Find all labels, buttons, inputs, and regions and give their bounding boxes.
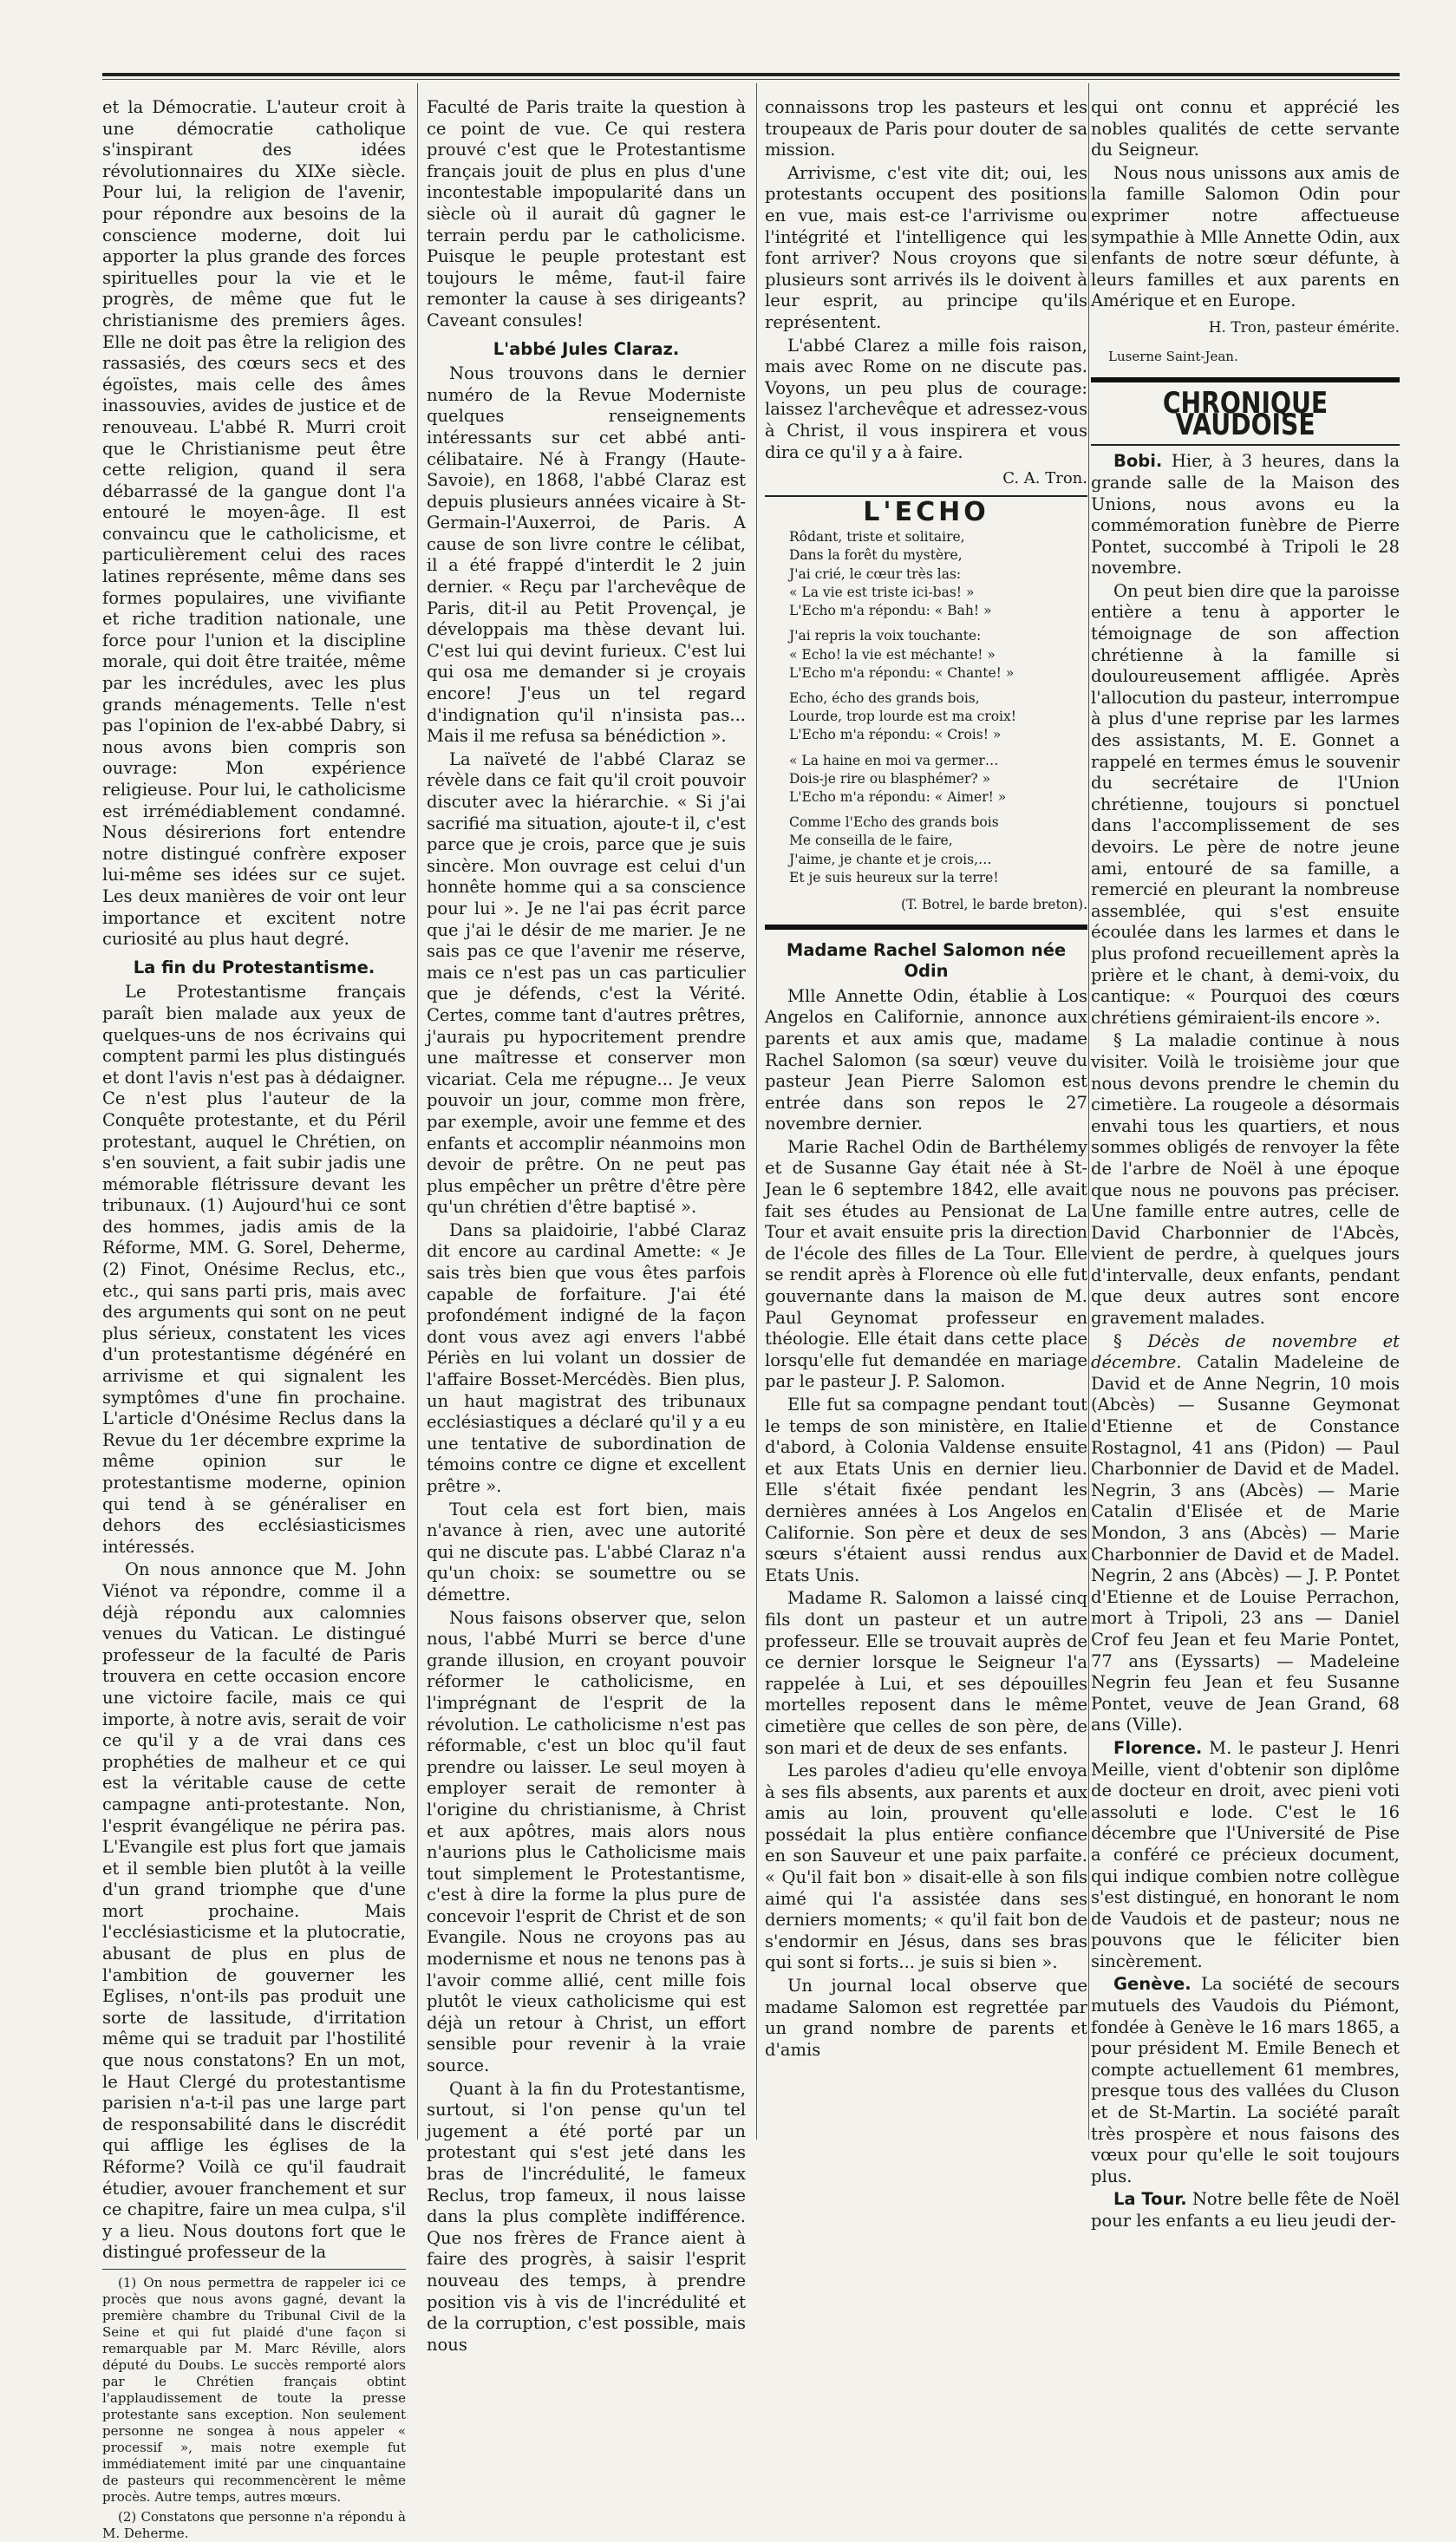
section-heading-rachel-salomon: Madame Rachel Salomon née Odin	[786, 939, 1067, 982]
paragraph: et la Démocratie. L'auteur croit à une démocratie catholique s'inspirant des idées révolutionnaires du XIXe siècle. Pour lui, la religion de l'avenir, pour répondre aux besoins de la conscience moderne, doit lui apporter la plus grande des forces spirituelles pour la vie et le progrès, de même que fut le christianisme des premiers âges. Elle ne doit pas être la religion des rassasiés, des cœurs secs et des égoïstes, mais celle des âmes inassouvies, avides de justice et de renouveau. L'abbé R. Murri croit que le Christianisme peut être cette religion, quand il sera débarrassé de la gangue dont l'a entouré le moyen-âge. Il est convaincu que le catholicisme, et particulièrement celui des races latines représente, même dans ses formes populaires, une vivifiante et riche tradition nationale, une force pour l'union et la discipline morale, qui doit être traitée, même par les incrédules, avec les plus grands ménagements. Telle n'est pas l'opinion de l'ex-abbé Dabry, si nous avons bien compris son ouvrage: Mon expérience religieuse. Pour lui, le catholicisme est irrémédiablement condamné. Nous désirerions fort entendre notre distingué confrère exposer lui-même ses idées sur ce sujet. Les deux manières de voir ont leur importance et excitent notre curiosité au plus haut degré.	[102, 97, 406, 950]
paragraph: Arrivisme, c'est vite dit; oui, les protestants occupent des positions en vue, mais est-ce l'arrivisme ou l'intégrité et l'intelligence qui les font arriver? Nous croyons que si plusieurs sont arrivés ils le doivent à leur esprit, au principe qu'ils représentent.	[765, 162, 1087, 332]
place-label: Genève.	[1113, 1974, 1192, 1995]
paragraph: Mlle Annette Odin, établie à Los Angelos en Californie, annonce aux parents et aux amis que, madame Rachel Salomon (sa sœur) veuve du pasteur Jean Pierre Salomon est entrée dans son repos le 27 novembre dernier.	[765, 985, 1087, 1134]
paragraph-florence	[1091, 1738, 1400, 1973]
poem-signature: (T. Botrel, le barde breton).	[901, 896, 1087, 912]
paragraph: Nous faisons observer que, selon nous, l'abbé Murri se berce d'une grande illusion, en croyant pouvoir réformer le catholicisme, en l'imprégnant de l'esprit de la révolution. Le catholicisme n'est pas réformable, c'est un bloc qu'il faut prendre ou laisser. Le seul moyen à employer serait de remonter à l'origine du christianisme, à Christ et aux apôtres, mais alors nous n'aurions plus le Catholicisme mais tout simplement le Protestantisme, c'est à dire la forme la plus pure de concevoir l'esprit de Christ et de son Evangile. Nous ne croyons pas au modernisme et nous ne tenons pas à l'avoir comme allié, cent mille fois plutôt le vieux catholicisme qui est déjà un retour à Christ, un effort sensible pour revenir à la vraie source.	[427, 1607, 746, 2076]
paragraph: qui ont connu et apprécié les nobles qualités de cette servante du Seigneur.	[1091, 97, 1400, 160]
paragraph: Marie Rachel Odin de Barthélemy et de Susanne Gay était née à St-Jean le 6 septembre 1842, elle avait fait ses études au Pensionat de La Tour et avait ensuite pris la direction de l'école des filles de La Tour. Elle se rendit après à Florence où elle fut gouvernante dans la maison de M. Paul Geynomat professeur en théologie. Elle était dans cette place lorsqu'elle fut demandée en mariage par le pasteur J. P. Salomon.	[765, 1136, 1087, 1392]
poem-line: Dois-je rire ou blasphémer? »	[789, 770, 991, 787]
paragraph-text: Hier, à 3 heures, dans la grande salle de la Maison des Unions, nous avons eu la commémoration funèbre de Pierre Pontet, succombé à Tripoli le 28 novembre.	[1091, 451, 1400, 578]
poem-line: J'ai crié, le cœur très las:	[789, 565, 962, 582]
signature: H. Tron, pasteur émérite.	[1208, 318, 1400, 337]
poem-line: L'Echo m'a répondu: « Aimer! »	[789, 788, 1007, 805]
paragraph: § La maladie continue à nous visiter. Voilà le troisième jour que nous devons prendre le chemin du cimetière. La rougeole a désormais envahi tous les quartiers, et nous sommes obligés de renvoyer la fête de l'arbre de Noël à une époque que nous ne pouvons pas préciser. Une famille entre autres, celle de David Charbonnier de l'Abcès, vient de perdre, à quelques jours d'intervalle, deux enfants, pendant que deux autres sont encore gravement malades.	[1091, 1030, 1400, 1329]
paragraph: L'abbé Clarez a mille fois raison, mais avec Rome on ne discute pas. Voyons, un peu plus de courage: laissez l'archevêque et adressez-vous à Christ, il vous inspirera et vous dira ce qu'il y a à faire.	[765, 335, 1087, 462]
signature: C. A. Tron.	[1002, 469, 1087, 488]
poem-line: J'ai repris la voix touchante:	[789, 628, 982, 644]
poem-line: L'Echo m'a répondu: « Crois! »	[789, 727, 1002, 743]
poem-line: « Echo! la vie est méchante! »	[789, 646, 996, 663]
paragraph-text: Notre belle fête de Noël pour les enfants a eu lieu jeudi der-	[1091, 2189, 1400, 2231]
paragraph: On nous annonce que M. John Viénot va répondre, comme il a déjà répondu aux calomnies venues du Vatican. Le distingué professeur de la faculté de Paris trouvera en cette occasion encore une victoire facile, mais ce qui importe, à notre avis, serait de voir ce qu'il y a de vrai dans ces prophéties de malheur et ce qui est la véritable cause de cette campagne anti-protestante. Non, l'esprit évangélique ne périra pas. L'Evangile est plus fort que jamais et il semble bien plutôt à la veille d'un grand triomphe que d'une mort prochaine. Mais l'ecclésiasticisme et la plutocratie, abusant de plus en plus de l'ambition de gouverner les Eglises, n'ont-ils pas produit une sorte de lassitude, d'irritation même qui se traduit par l'hostilité que nous constatons? En un mot, le Haut Clergé du protestantisme parisien n'a-t-il pas une large part de responsabilité dans le discrédit qui afflige les églises de la Réforme? Voilà ce qu'il faudrait étudier, avouer franchement et sur ce chapitre, faire un mea culpa, s'il y a lieu. Nous doutons fort que le distingué professeur de la	[102, 1559, 406, 2263]
paragraph: Madame R. Salomon a laissé cinq fils dont un pasteur et un autre professeur. Elle se trouvait auprès de ce dernier lorsque le Seigneur l'a rappelée à Lui, et ses dépouilles mortelles reposent dans le même cimetière que celles de son père, de son mari et de deux de ses enfants.	[765, 1588, 1087, 1758]
poem-line: Echo, écho des grands bois,	[789, 689, 980, 706]
header-rule	[102, 73, 1400, 76]
footnote-1: (1) On nous permettra de rappeler ici ce procès que nous avons gagné, devant la première chambre du Tribunal Civil de la Seine et qui fut plaidé d'une façon si remarquable par M. Marc Réville, alors député du Doubs. Le succès remporté alors par le Chrétien français obtint l'applaudissement de toute la presse protestante sans exception. Non seulement personne ne songea à nous appeler « processif », mais notre exemple fut immédiatement imité par une cinquantaine de pasteurs qui recommencèrent le même procès. Autre temps, autres mœurs.	[102, 2274, 406, 2505]
poem-line: Dans la forêt du mystère,	[789, 547, 963, 564]
paragraph: Tout cela est fort bien, mais n'avance à rien, avec une autorité qui ne discute pas. L'abbé Claraz n'a qu'un choix: se soumettre ou se démettre.	[427, 1499, 746, 1604]
footnotes	[102, 2269, 406, 2542]
place-label: La Tour.	[1113, 2189, 1187, 2210]
poem-stanza	[789, 627, 1087, 683]
paragraph-geneve	[1091, 1974, 1400, 2187]
paragraph: Dans sa plaidoirie, l'abbé Claraz dit encore au cardinal Amette: « Je sais très bien que vous êtes parfois capable de forfaiture. J'ai été profondément indigné de la façon dont vous avez agi envers l'abbé Périès en lui volant un dossier de l'affaire Bosset-Mercédès. Bien plus, un haut magistrat des tribunaux ecclésiastiques a déclaré qu'il y a eu une tentative de subordination de témoins contre ce digne et excellent prêtre ».	[427, 1219, 746, 1496]
paragraph-bobi	[1091, 451, 1400, 579]
poem-line: Me conseilla de le faire,	[789, 833, 953, 849]
section-heading-fin-protestantisme: La fin du Protestantisme.	[133, 957, 375, 977]
section-heading-abbe-claraz: L'abbé Jules Claraz.	[493, 338, 680, 359]
paragraph-text: La maladie continue à nous visiter. Voilà le troisième jour que nous devons prendre le chemin du cimetière. La rougeole a désormais envahi tous les quartiers, et nous sommes obligés de renvoyer la fête de l'arbre de Noël à une époque que nous ne pouvons pas préciser. Une famille entre autres, celle de David Charbonnier de l'Abcès, vient de perdre, à quelques jours d'intervalle, deux enfants, pendant que deux autres sont encore gravement malades.	[1091, 1030, 1400, 1329]
section-title-chronique: CHRONIQUE VAUDOISE	[1162, 386, 1329, 442]
poem	[789, 528, 1087, 887]
divider	[1091, 444, 1400, 446]
poem-line: « La vie est triste ici-bas! »	[789, 584, 975, 600]
footnote-2: (2) Constatons que personne n'a répondu à M. Deherme.	[102, 2508, 406, 2541]
poem-line: Rôdant, triste et solitaire,	[789, 529, 965, 546]
poem-line: Lourde, trop lourde est ma croix!	[789, 709, 1016, 725]
paragraph-text: La société de secours mutuels des Vaudois du Piémont, fondée à Genève le 16 mars 1865, a pour président M. Emile Benech et compte actuellement 61 membres, presque tous des vallées du Cluson et de St-Martin. La société paraît très prospère et nous faisons des vœux pour qu'elle le soit toujours plus.	[1091, 1974, 1400, 2186]
poem-line: « La haine en moi va germer…	[789, 752, 999, 768]
paragraph-la-tour	[1091, 2189, 1400, 2232]
column-3	[765, 97, 1087, 2131]
column-4	[1091, 97, 1401, 2231]
column-2	[427, 97, 746, 2355]
poem-stanza	[789, 752, 1087, 807]
place-label: Florence.	[1113, 1737, 1203, 1758]
divider-thick	[1091, 377, 1400, 382]
column-divider	[417, 83, 418, 2140]
poem-line: J'aime, je chante et je crois,…	[789, 851, 992, 867]
paragraph: Un journal local observe que madame Salomon est regrettée par un grand nombre de parents et d'amis	[765, 1976, 1087, 2060]
paragraph: Quant à la fin du Protestantisme, surtout, si l'on pense qu'un tel jugement a été porté par un protestant qui s'est jeté dans les bras de l'incrédulité, le fameux Reclus, trop fameux, il nous laisse dans la plus complète indifférence. Que nos frères de France aient à faire des progrès, à saisir l'esprit nouveau des temps, à prendre position vis à vis de l'incrédulité et de la corruption, c'est possible, mais nous	[427, 2078, 746, 2355]
place-label: Bobi.	[1113, 451, 1163, 472]
paragraph-deces: § Décès de novembre et décembre. Catalin Madeleine de David et de Anne Negrin, 10 mois (Abcès) — Susanne Geymonat d'Etienne et de Constance Rostagnol, 41 ans (Pidon) — Paul Charbonnier de David et de Madel. Negrin, 3 ans (Abcès) — Marie Catalin d'Elisée et de Marie Mondon, 3 ans (Abcès) — Marie Charbonnier de David et de Madel. Negrin, 2 ans (Abcès) — J. P. Pontet d'Etienne et de Louise Perrachon, mort à Tripoli, 23 ans — Daniel Crof feu Jean et feu Marie Pontet, 77 ans (Eyssarts) — Madeleine Negrin feu Jean et feu Susanne Pontet, veuve de Jean Grand, 68 ans (Ville).	[1091, 1330, 1401, 1735]
paragraph-text: M. le pasteur J. Henri Meille, vient d'obtenir son diplôme de docteur en droit, avec pieni voti assoluti e lode. C'est le 16 décembre que l'Université de Pise a conféré ce précieux document, qui indique combien notre collègue s'est distingué, en honorant le nom de Vaudois et de pasteur; nous ne pouvons que le féliciter bien sincèrement.	[1091, 1737, 1400, 1971]
paragraph: Le Protestantisme français paraît bien malade aux yeux de quelques-uns de nos écrivains qui comptent parmi les plus distingués et dont l'avis n'est pas à dédaigner. Ce n'est plus l'auteur de la Conquête protestante, et du Péril protestant, auquel le Chrétien, on s'en souvient, a fait subir jadis une mémorable flétrissure devant les tribunaux. (1) Aujourd'hui ce sont des hommes, jadis amis de la Réforme, MM. G. Sorel, Deherme, (2) Finot, Onésime Reclus, etc., etc., qui sans parti pris, mais avec des arguments qui sont on ne peut plus sérieux, constatent les vices d'un protestantisme dégénéré en arrivisme et qui signalent les symptômes d'une fin prochaine. L'article d'Onésime Reclus dans la Revue du 1er décembre exprime la même opinion sur le protestantisme moderne, opinion qui tend à se généraliser en dehors des ecclésiasticismes intéressés.	[102, 982, 406, 1557]
header-rule-thin	[102, 79, 1400, 80]
paragraph: Nous trouvons dans le dernier numéro de la Revue Moderniste quelques renseignements intéressants sur cet abbé anti-célibataire. Né à Frangy (Haute-Savoie), en 1868, l'abbé Claraz est depuis plusieurs années vicaire à St-Germain-l'Auxerroi, de Paris. A cause de son livre contre le célibat, il a été frappé d'interdit le 2 juin dernier. « Reçu par l'archevêque de Paris, dit-il au Petit Provençal, je développais ma thèse devant lui. C'est lui qui devint furieux. C'est lui qui osa me demander si je croyais encore! J'eus un tel regard d'indignation qu'il n'insista pas... Mais il me refusa sa bénédiction ».	[427, 363, 746, 747]
poem-stanza	[789, 814, 1087, 887]
poem-title: L'ECHO	[863, 496, 989, 527]
paragraph: La naïveté de l'abbé Claraz se révèle dans ce fait qu'il croit pouvoir discuter avec la hiérarchie. « Si j'ai sacrifié ma situation, ajoute-t il, c'est parce que je crois, parce que je suis sincère. Mon ouvrage est celui d'un honnête homme qui a sa conscience pour lui ». Je ne l'ai pas écrit parce que j'ai le désir de me marier. Je ne sais pas ce que l'avenir me réserve, mais ce n'est pas un cas particulier que je défends, c'est la Vérité. Certes, comme tant d'autres prêtres, j'aurais pu hypocritement prendre une maîtresse et conserver mon vicariat. Cela me répugne... Je veux pouvoir un jour, comme mon frère, par exemple, avoir une femme et des enfants et accomplir néanmoins mon devoir de prêtre. On ne peut pas plus empêcher un prêtre d'être père qu'un chrétien d'être baptisé ».	[427, 748, 746, 1218]
paragraph: connaissons trop les pasteurs et les troupeaux de Paris pour douter de sa mission.	[765, 97, 1087, 160]
paragraph-text: Catalin Madeleine de David et de Anne Negrin, 10 mois (Abcès) — Susanne Geymonat d'Etienne et de Constance Rostagnol, 41 ans (Pidon) — Paul Charbonnier de David et de Madel. Negrin, 3 ans (Abcès) — Marie Catalin d'Elisée et de Marie Mondon, 3 ans (Abcès) — Marie Charbonnier de David et de Madel. Negrin, 2 ans (Abcès) — J. P. Pontet d'Etienne et de Louise Perrachon, mort à Tripoli, 23 ans — Daniel Crof feu Jean et feu Marie Pontet, 77 ans (Eyssarts) — Madeleine Negrin feu Jean et feu Susanne Pontet, veuve de Jean Grand, 68 ans (Ville).	[1091, 1352, 1400, 1735]
poem-stanza	[789, 528, 1087, 620]
column-divider	[1088, 83, 1089, 2140]
divider-thick	[765, 925, 1087, 930]
column-1	[102, 97, 406, 2541]
paragraph: Nous nous unissons aux amis de la famille Salomon Odin pour exprimer notre affectueuse sympathie à Mlle Annette Odin, aux enfants de notre sœur défunte, à leurs familles et aux parents en Amérique et en Europe.	[1091, 162, 1400, 311]
paragraph: Elle fut sa compagne pendant tout le temps de son ministère, en Italie d'abord, à Colonia Valdense ensuite et aux Etats Unis en dernier lieu. Elle s'était fixée pendant les dernières années à Los Angelos en Californie. Son père et deux de ses sœurs s'étaient aussi rendus aux Etats Unis.	[765, 1395, 1087, 1585]
place-line: Luserne Saint-Jean.	[1108, 348, 1238, 364]
column-divider	[756, 83, 757, 2140]
paragraph: Les paroles d'adieu qu'elle envoya à ses fils absents, aux parents et aux amis au loin, prouvent qu'elle possédait la plus entière confiance en son Sauveur et une paix parfaite. « Qu'il fait bon » disait-elle à son fils aimé qui l'a assistée dans ses derniers moments; « qu'il fait bon de s'endormir en Jésus, dans ses bras qui sont si forts... je suis si bien ».	[765, 1761, 1087, 1973]
poem-line: Comme l'Echo des grands bois	[789, 814, 999, 831]
poem-line: Et je suis heureux sur la terre!	[789, 869, 999, 885]
poem-line: L'Echo m'a répondu: « Bah! »	[789, 603, 992, 619]
poem-line: L'Echo m'a répondu: « Chante! »	[789, 664, 1015, 681]
poem-stanza	[789, 689, 1087, 745]
paragraph: On peut bien dire que la paroisse entière a tenu à apporter le témoignage de son affection chrétienne à la famille si douloureusement affligée. Après l'allocution du pasteur, interrompue à plus d'une reprise par les larmes des assistants, M. E. Gonnet a rappelé en termes émus le souvenir du secrétaire de l'Union chrétienne, toujours si ponctuel dans l'accomplissement de ses devoirs. Le père de notre jeune ami, entouré de sa famille, a remercié en pleurant la nombreuse assemblée, qui s'est ensuite écoulée dans les larmes et dans le plus profond recueillement après la prière et le chant, à demi-voix, du cantique: « Pourquoi des cœurs chrétiens gémiraient-ils encore ».	[1091, 580, 1400, 1028]
label: Décès de novembre et décembre.	[1091, 1330, 1401, 1373]
paragraph: Faculté de Paris traite la question à ce point de vue. Ce qui restera prouvé c'est que le Protestantisme français jouit de plus en plus d'une incontestable impopularité dans un siècle où il aurait dû gagner le terrain perdu par le catholicisme. Puisque le peuple protestant est toujours le même, faut-il faire remonter la cause à ses dirigeants? Caveant consules!	[427, 97, 746, 330]
